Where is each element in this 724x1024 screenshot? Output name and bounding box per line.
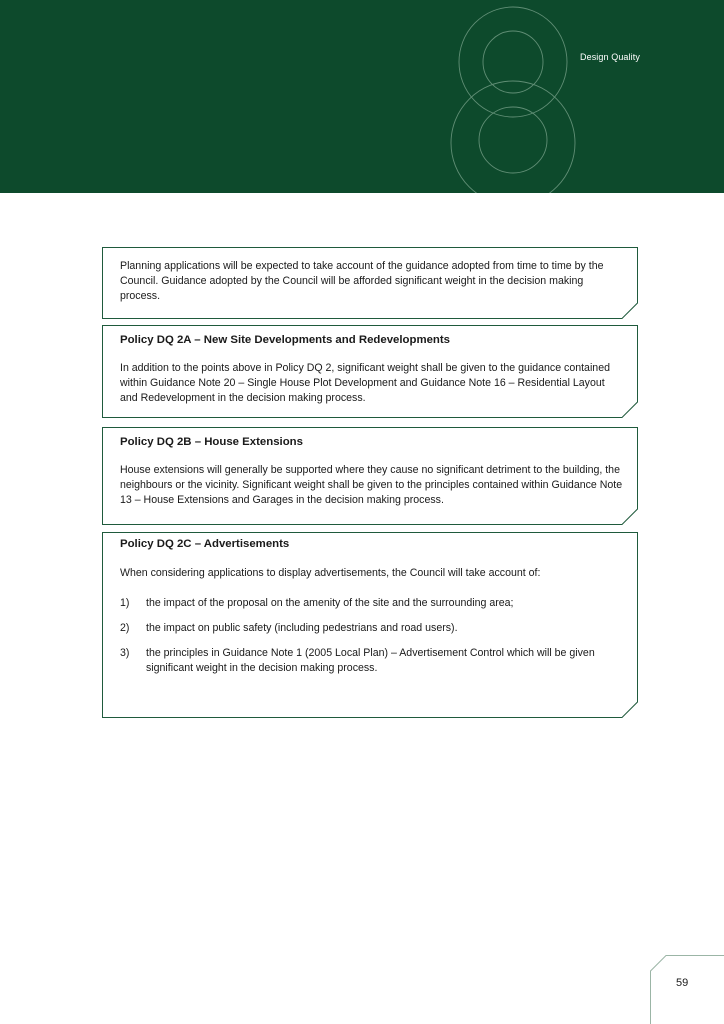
considerations-list (120, 596, 624, 676)
list-item (120, 646, 624, 676)
page-number-tab (650, 955, 724, 1024)
policy-intro-paragraph: When considering applications to display advertisements, the Council will take account of: (120, 567, 541, 579)
guidance-intro-box (102, 247, 638, 319)
page-number: 59 (676, 977, 689, 989)
chapter-numeral-graphic (440, 0, 600, 193)
policy-paragraph: In addition to the points above in Policy DQ 2, significant weight shall be given to the guidance contained within Guidance Note 20 – Single House Plot Development and Guidance Note 16 – Residential Layout and Redevelopment in the decision making process. (120, 362, 610, 404)
list-item (120, 596, 624, 611)
policy-heading: Policy DQ 2A – New Site Developments and Redevelopments (120, 334, 451, 346)
list-item-text: the impact on public safety (including pedestrians and road users). (146, 622, 458, 634)
list-item-text: the impact of the proposal on the amenity of the site and the surrounding area; (146, 597, 514, 609)
list-item-text: the principles in Guidance Note 1 (2005 Local Plan) – Advertisement Control which will be given significant weight in the decision making process. (146, 647, 595, 674)
chapter-header (0, 0, 724, 193)
policy-dq2a-box (102, 325, 638, 418)
policy-heading: Policy DQ 2C – Advertisements (120, 538, 290, 550)
intro-paragraph: Planning applications will be expected to take account of the guidance adopted from time to time by the Council. Guidance adopted by the Council will be afforded significant weight in the decision making process. (120, 260, 604, 302)
policy-heading: Policy DQ 2B – House Extensions (120, 436, 303, 448)
list-item-number: 3) (120, 647, 130, 659)
list-item (120, 621, 624, 636)
policy-dq2c-box (102, 532, 638, 718)
policy-paragraph: House extensions will generally be supported where they cause no significant detriment to the building, the neighbours or the vicinity. Significant weight shall be given to the principles contained within Guidance Note 13 – House Extensions and Garages in the decision making process. (120, 464, 623, 506)
list-item-number: 2) (120, 622, 130, 634)
policy-dq2b-box (102, 427, 638, 525)
section-title: Design Quality (580, 52, 640, 62)
list-item-number: 1) (120, 597, 130, 609)
